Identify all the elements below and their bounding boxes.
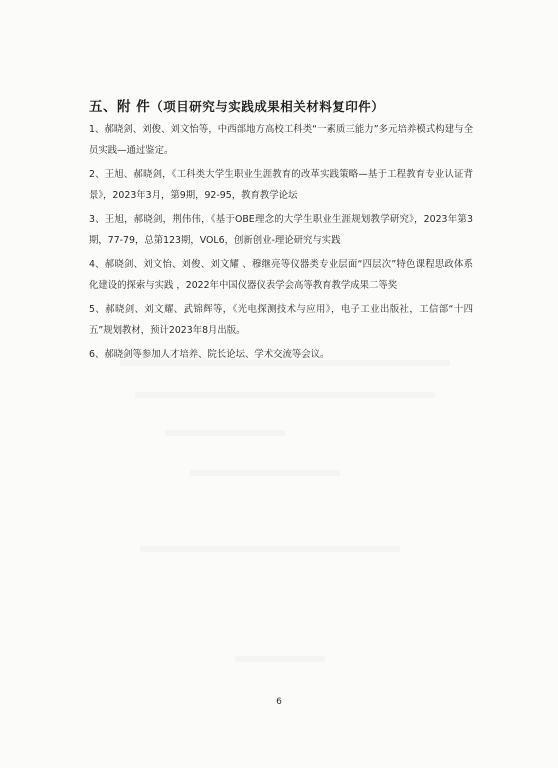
show-through-line bbox=[165, 430, 285, 436]
show-through-line bbox=[235, 656, 325, 662]
attachment-item: 2、王旭、郝晓剑，《工科类大学生职业生涯教育的改革实践策略—基于工程教育专业认证背景》，2023年3月，第9期，92-95，教育教学论坛 bbox=[89, 169, 473, 201]
section-heading bbox=[89, 95, 384, 115]
attachment-list bbox=[89, 120, 473, 370]
attachment-item: 5、郝晓剑、刘文耀、武锦辉等，《光电探测技术与应用》，电子工业出版社，工信部“十四五”规划教材，预计2023年8月出版。 bbox=[89, 304, 473, 336]
attachment-item: 6、郝晓剑等参加人才培养、院长论坛、学术交流等会议。 bbox=[89, 349, 330, 360]
show-through-line bbox=[190, 470, 340, 476]
section-heading-subtitle: （项目研究与实践成果相关材料复印件） bbox=[150, 99, 385, 114]
attachment-item: 4、郝晓剑、刘文怡、刘俊、刘文耀 、穆继亮等仪器类专业层面“四层次”特色课程思政体系化建设的探索与实践 ，2022年中国仪器仪表学会高等教育教学成果二等奖 bbox=[89, 259, 473, 291]
attachment-item: 3、王旭，郝晓剑，荆伟伟，《基于OBE理念的大学生职业生涯规划教学研究》，2023年第3期，77-79，总第123期，VOL6，创新创业-理论研究与实践 bbox=[89, 214, 473, 246]
section-heading-title: 五、附 件 bbox=[89, 99, 151, 115]
show-through-line bbox=[140, 546, 400, 552]
attachment-item: 1、郝晓剑、刘俊、刘文怡等，中西部地方高校工科类“一素质三能力”多元培养模式构建与全员实践—通过鉴定。 bbox=[89, 124, 473, 156]
page-number: 6 bbox=[276, 697, 282, 707]
show-through-line bbox=[135, 392, 435, 398]
